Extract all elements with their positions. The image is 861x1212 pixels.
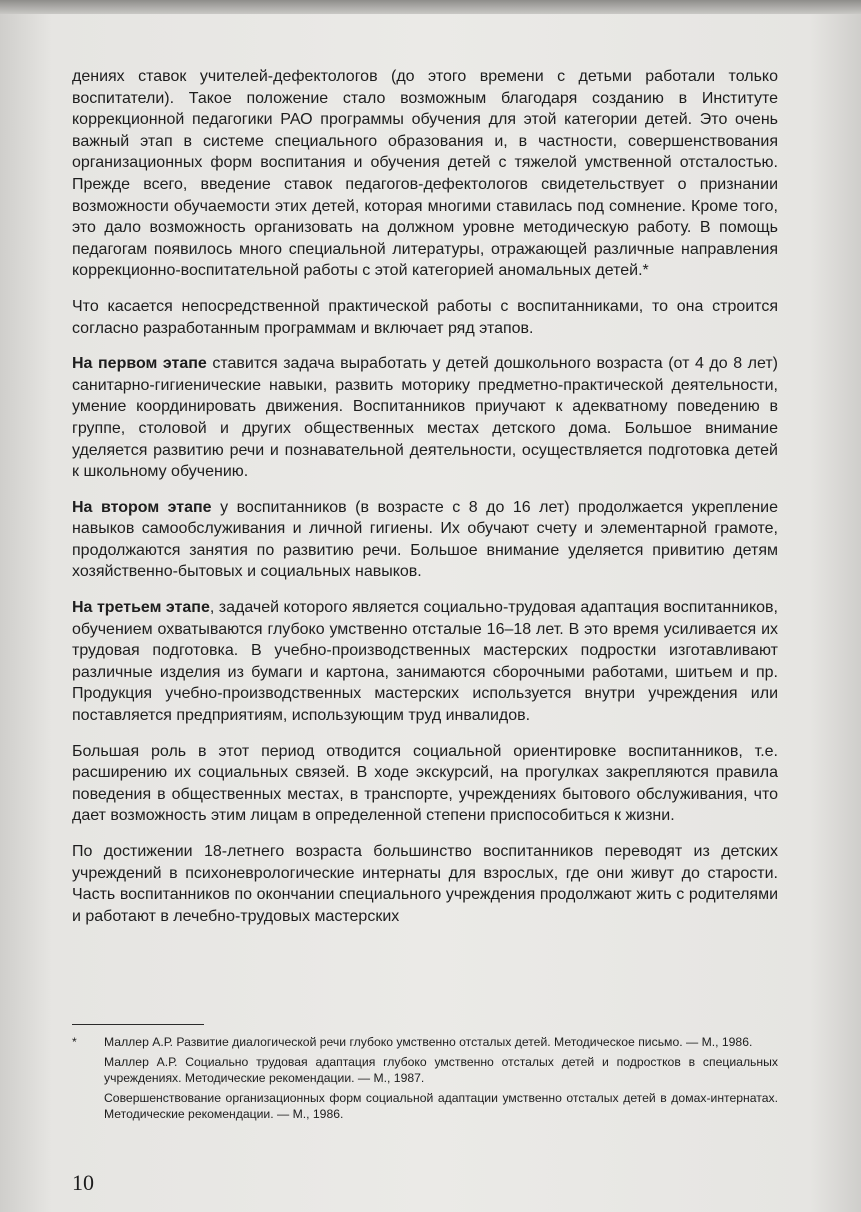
stage-heading: На втором этапе	[72, 498, 212, 516]
footnote-text: Совершенствование организационных форм социальной адаптации умственно отсталых детей в домах-интернатах. Методические рекомендации. — М., 1986.	[104, 1090, 778, 1122]
paragraph-text: Большая роль в этот период отводится социальной ориентировке воспитанников, т.е. расширению их социальных связей. В ходе экскурсий, на прогулках закрепляются правила поведения в общественных местах, в транспорте, учреждениях бытового обслуживания, что дает возможность этим лицам в определенной степени приспособиться к жизни.	[72, 742, 778, 825]
paragraph-text: , задачей которого является социально-трудовая адаптация воспитанников, обучением охватываются глубоко умственно отсталые 16–18 лет. В это время усиливается их трудовая подготовка. В учебно-производственных мастерских подростки изготавливают различные изделия из бумаги и картона, занимаются сборочными работами, шитьем и пр. Продукция учебно-производственных мастерских используется внутри учреждения или поставляется предприятиям, использующим труд инвалидов.	[72, 599, 778, 725]
stage-heading: На третьем этапе	[72, 599, 210, 617]
main-text	[72, 66, 778, 941]
paragraph-text: Что касается непосредственной практической работы с воспитанниками, то она строится согласно разработанным программам и включает ряд этапов.	[72, 297, 778, 337]
footnote	[72, 1054, 778, 1087]
paragraph	[72, 841, 778, 927]
page-number: 10	[72, 1170, 94, 1195]
footnote	[72, 1090, 778, 1123]
paragraph-text: у воспитанников (в возрасте с 8 до 16 лет) продолжается укрепление навыков самообслуживания и личной гигиены. Их обучают счету и элементарной грамоте, продолжаются занятия по развитию речи. Большое внимание уделяется привитию детям хозяйственно-бытовых и социальных навыков.	[72, 498, 779, 581]
footnote-mark: *	[72, 1035, 77, 1049]
footnote-text: Маллер А.Р. Развитие диалогической речи глубоко умственно отсталых детей. Методическое письмо. — М., 1986.	[104, 1035, 753, 1049]
footnote-divider	[72, 1024, 204, 1025]
paragraph	[72, 66, 778, 282]
paragraph-text: дениях ставок учителей-дефектологов (до этого времени с детьми работали только воспитатели). Такое положение стало возможным благодаря созданию в Институте коррекционной педагогики РАО программы обучения для этой категории детей. Это очень важный этап в системе специального образования и, в частности, совершенствования организационных форм воспитания и обучения детей с тяжелой умственной отсталостью. Прежде всего, введение ставок педагогов-дефектологов свидетельствует о признании возможности обучаемости этих детей, которая многими ставилась под сомнение. Кроме того, это дало возможность организовать на должном уровне методическую работу. В помощь педагогам появилось много специальной литературы, отражающей различные направления коррекционно-воспитательной работы с этой категорией аномальных детей.*	[72, 68, 778, 280]
footnote	[72, 1034, 778, 1051]
paragraph-text: ставится задача выработать у детей дошкольного возраста (от 4 до 8 лет) санитарно-гигиенические навыки, развить моторику предметно-практической деятельности, умение координировать движения. Воспитанников приучают к адекватному поведению в группе, столовой и других общественных местах детского дома. Большое внимание уделяется развитию речи и познавательной деятельности, осуществляется подготовка детей к школьному обучению.	[72, 355, 778, 481]
paragraph-text: По достижении 18-летнего возраста большинство воспитанников переводят из детских учреждений в психоневрологические интернаты для взрослых, где они живут до старости. Часть воспитанников по окончании специального учреждения продолжают жить с родителями и работают в лечебно-трудовых мастерских	[72, 843, 778, 925]
paragraph	[72, 497, 778, 583]
paragraph	[72, 353, 778, 483]
footnotes	[72, 1024, 778, 1126]
footnote-text: Маллер А.Р. Социально трудовая адаптация глубоко умственно отсталых детей и подростков в специальных учреждениях. Методические рекомендации. — М., 1987.	[104, 1054, 778, 1086]
stage-heading: На первом этапе	[72, 355, 207, 373]
paragraph	[72, 296, 778, 339]
paragraph	[72, 741, 778, 827]
page-top-edge	[0, 0, 861, 14]
paragraph	[72, 597, 778, 727]
